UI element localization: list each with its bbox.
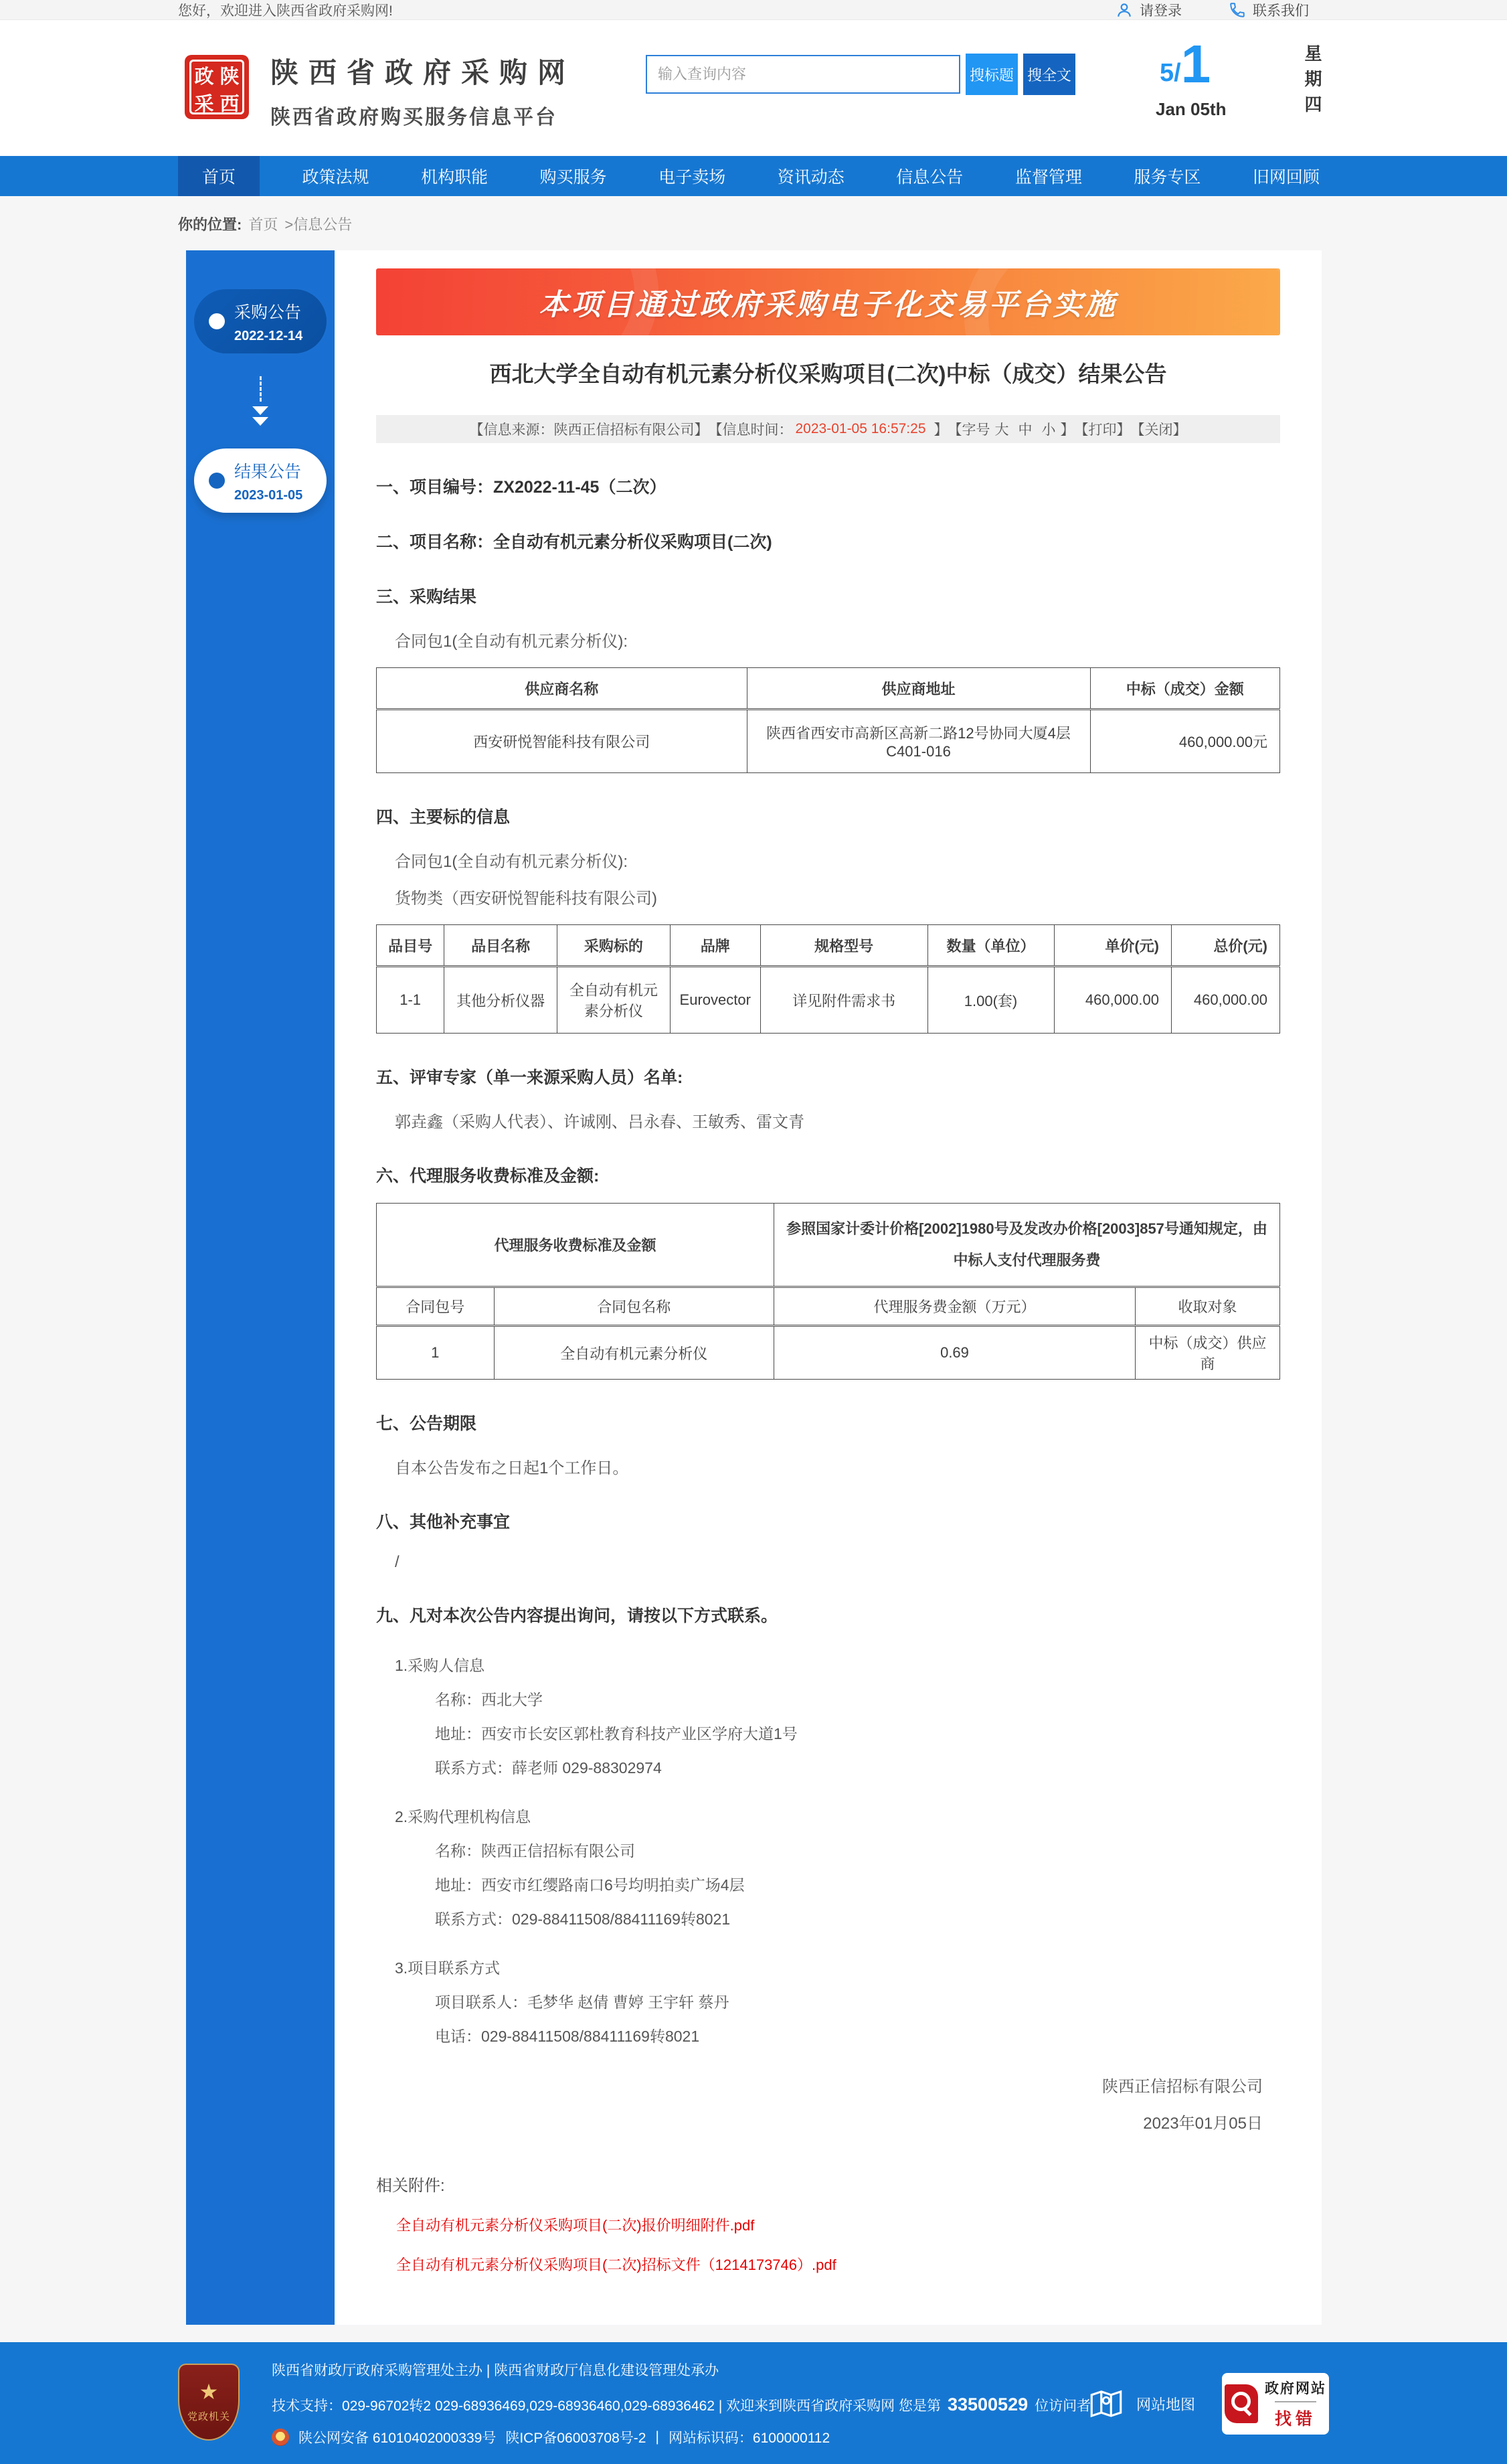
attachment-link[interactable]: 全自动有机元素分析仪采购项目(二次)招标文件（1214173746）.pdf <box>396 2256 836 2273</box>
column-header: 总价(元) <box>1172 925 1280 967</box>
meta-bar <box>376 415 1280 443</box>
step-label: 结果公告 <box>234 462 302 481</box>
timeline-sidebar <box>186 250 335 2325</box>
contact-line: 联系方式：薛老师 029-88302974 <box>435 1759 662 1777</box>
article <box>335 250 1322 2325</box>
table-cell: 陕西省西安市高新区高新二路12号协同大厦4层C401-016 <box>747 710 1090 773</box>
attachments <box>376 2172 1280 2275</box>
column-header: 品目号 <box>377 925 444 967</box>
agency-fee-table <box>376 1203 1280 1380</box>
step-dot-icon <box>209 313 225 329</box>
login-label: 请登录 <box>1140 3 1182 19</box>
column-header: 数量（单位） <box>927 925 1054 967</box>
table-cell: 1-1 <box>377 967 444 1034</box>
table-cell: Eurovector <box>670 967 760 1034</box>
nav-item-announcements[interactable]: 信息公告 <box>896 168 964 187</box>
icp-filing-link[interactable]: 陕ICP备06003708号-2 <box>505 2431 646 2446</box>
section-heading-review-experts: 五、评审专家（单一来源采购人员）名单: <box>376 1068 683 1087</box>
table-cell: 代理服务收费标准及金额 <box>377 1204 774 1287</box>
shield-label: 党政机关 <box>187 2411 230 2422</box>
close-link[interactable]: 【关闭】 <box>1130 422 1187 438</box>
table-cell: 1.00(套) <box>927 967 1054 1034</box>
magnifier-icon <box>1225 2384 1258 2423</box>
table-cell: 详见附件需求书 <box>760 967 927 1034</box>
site-logo[interactable] <box>185 55 249 119</box>
sitemap-label: 网站地图 <box>1136 2396 1195 2413</box>
contact-group-title: 3.项目联系方式 <box>395 1959 501 1977</box>
footer-organizer-line: 陕西省财政厅政府采购管理处主办 | 陕西省财政厅信息化建设管理处承办 <box>272 2363 719 2378</box>
footer-visitor-suffix: 位访问者 <box>1035 2398 1091 2414</box>
table-header-row <box>377 668 1280 710</box>
table-header-row <box>377 1204 1280 1287</box>
phone-icon <box>1229 1 1246 19</box>
logo-char: 采 <box>194 94 214 115</box>
column-header: 供应商地址 <box>747 668 1090 710</box>
contact-line: 项目联系人：毛梦华 赵倩 曹婷 王宇轩 蔡丹 <box>435 1993 729 2011</box>
topbar <box>0 0 1507 20</box>
visitor-count: 33500529 <box>947 2394 1029 2414</box>
step-date: 2023-01-05 <box>234 487 303 503</box>
announcement-period-note: 自本公告发布之日起1个工作日。 <box>395 1459 629 1477</box>
section-heading-inquiries: 九、凡对本次公告内容提出询问，请按以下方式联系。 <box>376 1607 778 1625</box>
goods-category-note: 货物类（西安研悦智能科技有限公司) <box>395 890 657 908</box>
signature-org: 陕西正信招标有限公司 <box>1102 2078 1263 2096</box>
date-widget <box>1152 34 1329 138</box>
footer-right <box>1087 2373 1329 2435</box>
contact-line: 联系方式：029-88411508/88411169转8021 <box>435 1910 731 1928</box>
table-cell: 参照国家计委计价格[2002]1980号及发改办价格[2003]857号通知规定，由中标人支付代理服务费 <box>774 1204 1280 1287</box>
font-size-medium[interactable]: 中 <box>1018 422 1033 438</box>
contact-line: 名称：陕西正信招标有限公司 <box>435 1842 635 1860</box>
login-link[interactable] <box>1116 0 1182 20</box>
table-cell: 全自动有机元素分析仪 <box>557 967 671 1034</box>
sitemap-link[interactable] <box>1087 2384 1195 2423</box>
column-header: 采购标的 <box>557 925 671 967</box>
site-footer <box>0 2342 1507 2464</box>
supplier-table <box>376 667 1280 773</box>
attachment-link[interactable]: 全自动有机元素分析仪采购项目(二次)报价明细附件.pdf <box>396 2217 755 2234</box>
table-cell: 460,000.00 <box>1172 967 1280 1034</box>
font-size-small[interactable]: 小 <box>1041 422 1056 438</box>
table-cell: 其他分析仪器 <box>444 967 557 1034</box>
arrow-down-icon <box>186 376 335 426</box>
date-month: 5/ <box>1160 59 1181 87</box>
section-heading-procurement-result: 三、采购结果 <box>376 588 477 606</box>
timeline-step-result-announcement[interactable] <box>194 448 327 513</box>
user-icon <box>1116 1 1133 19</box>
logo-char: 陕 <box>219 66 240 88</box>
column-header: 中标（成交）金额 <box>1090 668 1280 710</box>
items-table <box>376 924 1280 1034</box>
section-heading-project-name: 二、项目名称：全自动有机元素分析仪采购项目(二次) <box>376 533 772 552</box>
column-header: 供应商名称 <box>377 668 747 710</box>
contact-link[interactable] <box>1229 0 1309 20</box>
column-header: 合同包号 <box>377 1287 495 1326</box>
nav-item-functions[interactable]: 机构职能 <box>421 168 489 187</box>
contract-package-note: 合同包1(全自动有机元素分析仪): <box>395 853 628 871</box>
page-title: 西北大学全自动有机元素分析仪采购项目(二次)中标（成交）结果公告 <box>489 361 1167 386</box>
nav-item-purchase-services[interactable]: 购买服务 <box>539 168 607 187</box>
footer-support-text: 技术支持：029-96702转2 029-68936469,029-68936460,029-68936462 | 欢迎来到陕西省政府采购网 您是第 <box>272 2398 941 2414</box>
font-size-large[interactable]: 大 <box>994 422 1009 438</box>
welcome-text: 您好，欢迎进入陕西省政府采购网! <box>178 3 393 19</box>
map-icon <box>1087 2384 1126 2423</box>
step-date: 2022-12-14 <box>234 328 303 343</box>
nav-item-emall[interactable]: 电子卖场 <box>658 168 726 187</box>
nav-item-home[interactable]: 首页 <box>178 156 260 196</box>
breadcrumb-current: >信息公告 <box>284 216 353 233</box>
search-fulltext-button[interactable]: 搜全文 <box>1023 54 1075 95</box>
contact-line: 名称：西北大学 <box>435 1691 543 1708</box>
section-heading-other-matters: 八、其他补充事宜 <box>376 1513 511 1532</box>
nav-item-supervision[interactable]: 监督管理 <box>1014 168 1082 187</box>
main-nav <box>0 156 1507 196</box>
star-icon: ★ <box>199 2380 219 2404</box>
table-row <box>377 1326 1280 1380</box>
date-english: Jan 05th <box>1156 99 1227 119</box>
search-title-button[interactable]: 搜标题 <box>966 54 1018 95</box>
publish-time: 2023-01-05 16:57:25 <box>795 421 926 436</box>
site-subtitle: 陕西省政府购买服务信息平台 <box>270 106 557 129</box>
footer-text <box>272 2342 1091 2447</box>
table-cell: 西安研悦智能科技有限公司 <box>377 710 747 773</box>
section-heading-main-subject-info: 四、主要标的信息 <box>376 808 511 827</box>
nav-item-service-zone[interactable]: 服务专区 <box>1134 168 1201 187</box>
breadcrumb-label: 你的位置: <box>178 216 242 233</box>
contact-line: 地址：西安市长安区郭杜教育科技产业区学府大道1号 <box>435 1725 798 1742</box>
logo-grid-icon <box>189 60 244 114</box>
breadcrumb <box>178 214 1329 234</box>
step-dot-icon <box>209 473 225 489</box>
topbar-links <box>1116 0 1309 20</box>
breadcrumb-home-link[interactable]: 首页 <box>248 216 278 233</box>
column-header: 单价(元) <box>1054 925 1172 967</box>
info-time-end: 】 <box>934 422 948 438</box>
table-cell: 1 <box>377 1326 495 1380</box>
site-identification-code: 网站标识码：6100000112 <box>668 2431 830 2446</box>
nav-item-news[interactable]: 资讯动态 <box>777 168 845 187</box>
column-header: 代理服务费金额（万元） <box>774 1287 1136 1326</box>
section-heading-project-number: 一、项目编号：ZX2022-11-45（二次） <box>376 478 667 497</box>
logo-char: 政 <box>194 66 214 88</box>
contact-label: 联系我们 <box>1253 3 1309 19</box>
public-security-badge-icon <box>272 2429 289 2446</box>
date-day: 1 <box>1180 34 1211 94</box>
table-header-row <box>377 925 1280 967</box>
table-cell: 0.69 <box>774 1326 1136 1380</box>
footer-divider: | <box>655 2429 659 2445</box>
timeline-step-purchase-announcement[interactable] <box>194 289 327 353</box>
column-header: 规格型号 <box>760 925 927 967</box>
info-source: 【信息来源：陕西正信招标有限公司】 <box>469 422 709 438</box>
column-header: 合同包名称 <box>494 1287 774 1326</box>
logo-char: 西 <box>219 94 240 115</box>
table-row <box>377 710 1280 773</box>
column-header: 品牌 <box>670 925 760 967</box>
attachments-label: 相关附件: <box>376 2177 445 2195</box>
table-cell: 全自动有机元素分析仪 <box>494 1326 774 1380</box>
contract-package-note: 合同包1(全自动有机元素分析仪): <box>395 633 628 651</box>
badge-subtitle: 找错 <box>1275 2401 1316 2430</box>
table-row <box>377 967 1280 1034</box>
step-label: 采购公告 <box>234 303 302 322</box>
section-heading-agency-fee: 六、代理服务收费标准及金额: <box>376 1167 600 1185</box>
table-subheader-row <box>377 1287 1280 1326</box>
platform-banner <box>376 268 1280 335</box>
site-header <box>0 20 1507 156</box>
party-gov-shield-icon <box>178 2364 240 2441</box>
search-area <box>646 54 1075 95</box>
search-input[interactable] <box>646 55 960 94</box>
other-matters-note: / <box>395 1553 400 1571</box>
footer-registration-line <box>272 2427 1091 2447</box>
date-weekday: 星期四 <box>1302 44 1322 120</box>
contact-line: 地址：西安市红缨路南口6号均明拍卖广场4层 <box>435 1876 745 1894</box>
site-title: 陕西省政府采购网 <box>270 57 576 88</box>
expert-names: 郭垚鑫（采购人代表）、许诚刚、吕永春、王敏秀、雷文青 <box>395 1113 804 1131</box>
gov-site-error-report-badge[interactable] <box>1222 2373 1329 2435</box>
font-size-label: 【字号 <box>948 422 990 438</box>
column-header: 收取对象 <box>1136 1287 1280 1326</box>
font-size-end: 】 <box>1060 422 1075 438</box>
section-heading-announcement-period: 七、公告期限 <box>376 1414 477 1433</box>
contact-group-title: 2.采购代理机构信息 <box>395 1808 531 1825</box>
banner-text: 本项目通过政府采购电子化交易平台实施 <box>539 289 1118 321</box>
badge-title: 政府网站 <box>1265 2381 1326 2396</box>
nav-item-old-site[interactable]: 旧网回顾 <box>1252 168 1320 187</box>
nav-item-policies[interactable]: 政策法规 <box>302 168 369 187</box>
footer-support-line <box>272 2394 1091 2415</box>
content-panel <box>186 250 1322 2325</box>
column-header: 品目名称 <box>444 925 557 967</box>
public-security-filing-link[interactable]: 陕公网安备 61010402000339号 <box>298 2431 497 2446</box>
signature-date: 2023年01月05日 <box>1143 2115 1263 2133</box>
site-titles <box>270 51 575 130</box>
contact-line: 电话：029-88411508/88411169转8021 <box>435 2028 700 2045</box>
print-link[interactable]: 【打印】 <box>1074 422 1131 438</box>
table-cell: 中标（成交）供应商 <box>1136 1326 1280 1380</box>
contact-group-title: 1.采购人信息 <box>395 1657 485 1674</box>
info-time-label: 【信息时间： <box>708 422 793 438</box>
table-cell: 460,000.00元 <box>1090 710 1280 773</box>
table-cell: 460,000.00 <box>1054 967 1172 1034</box>
